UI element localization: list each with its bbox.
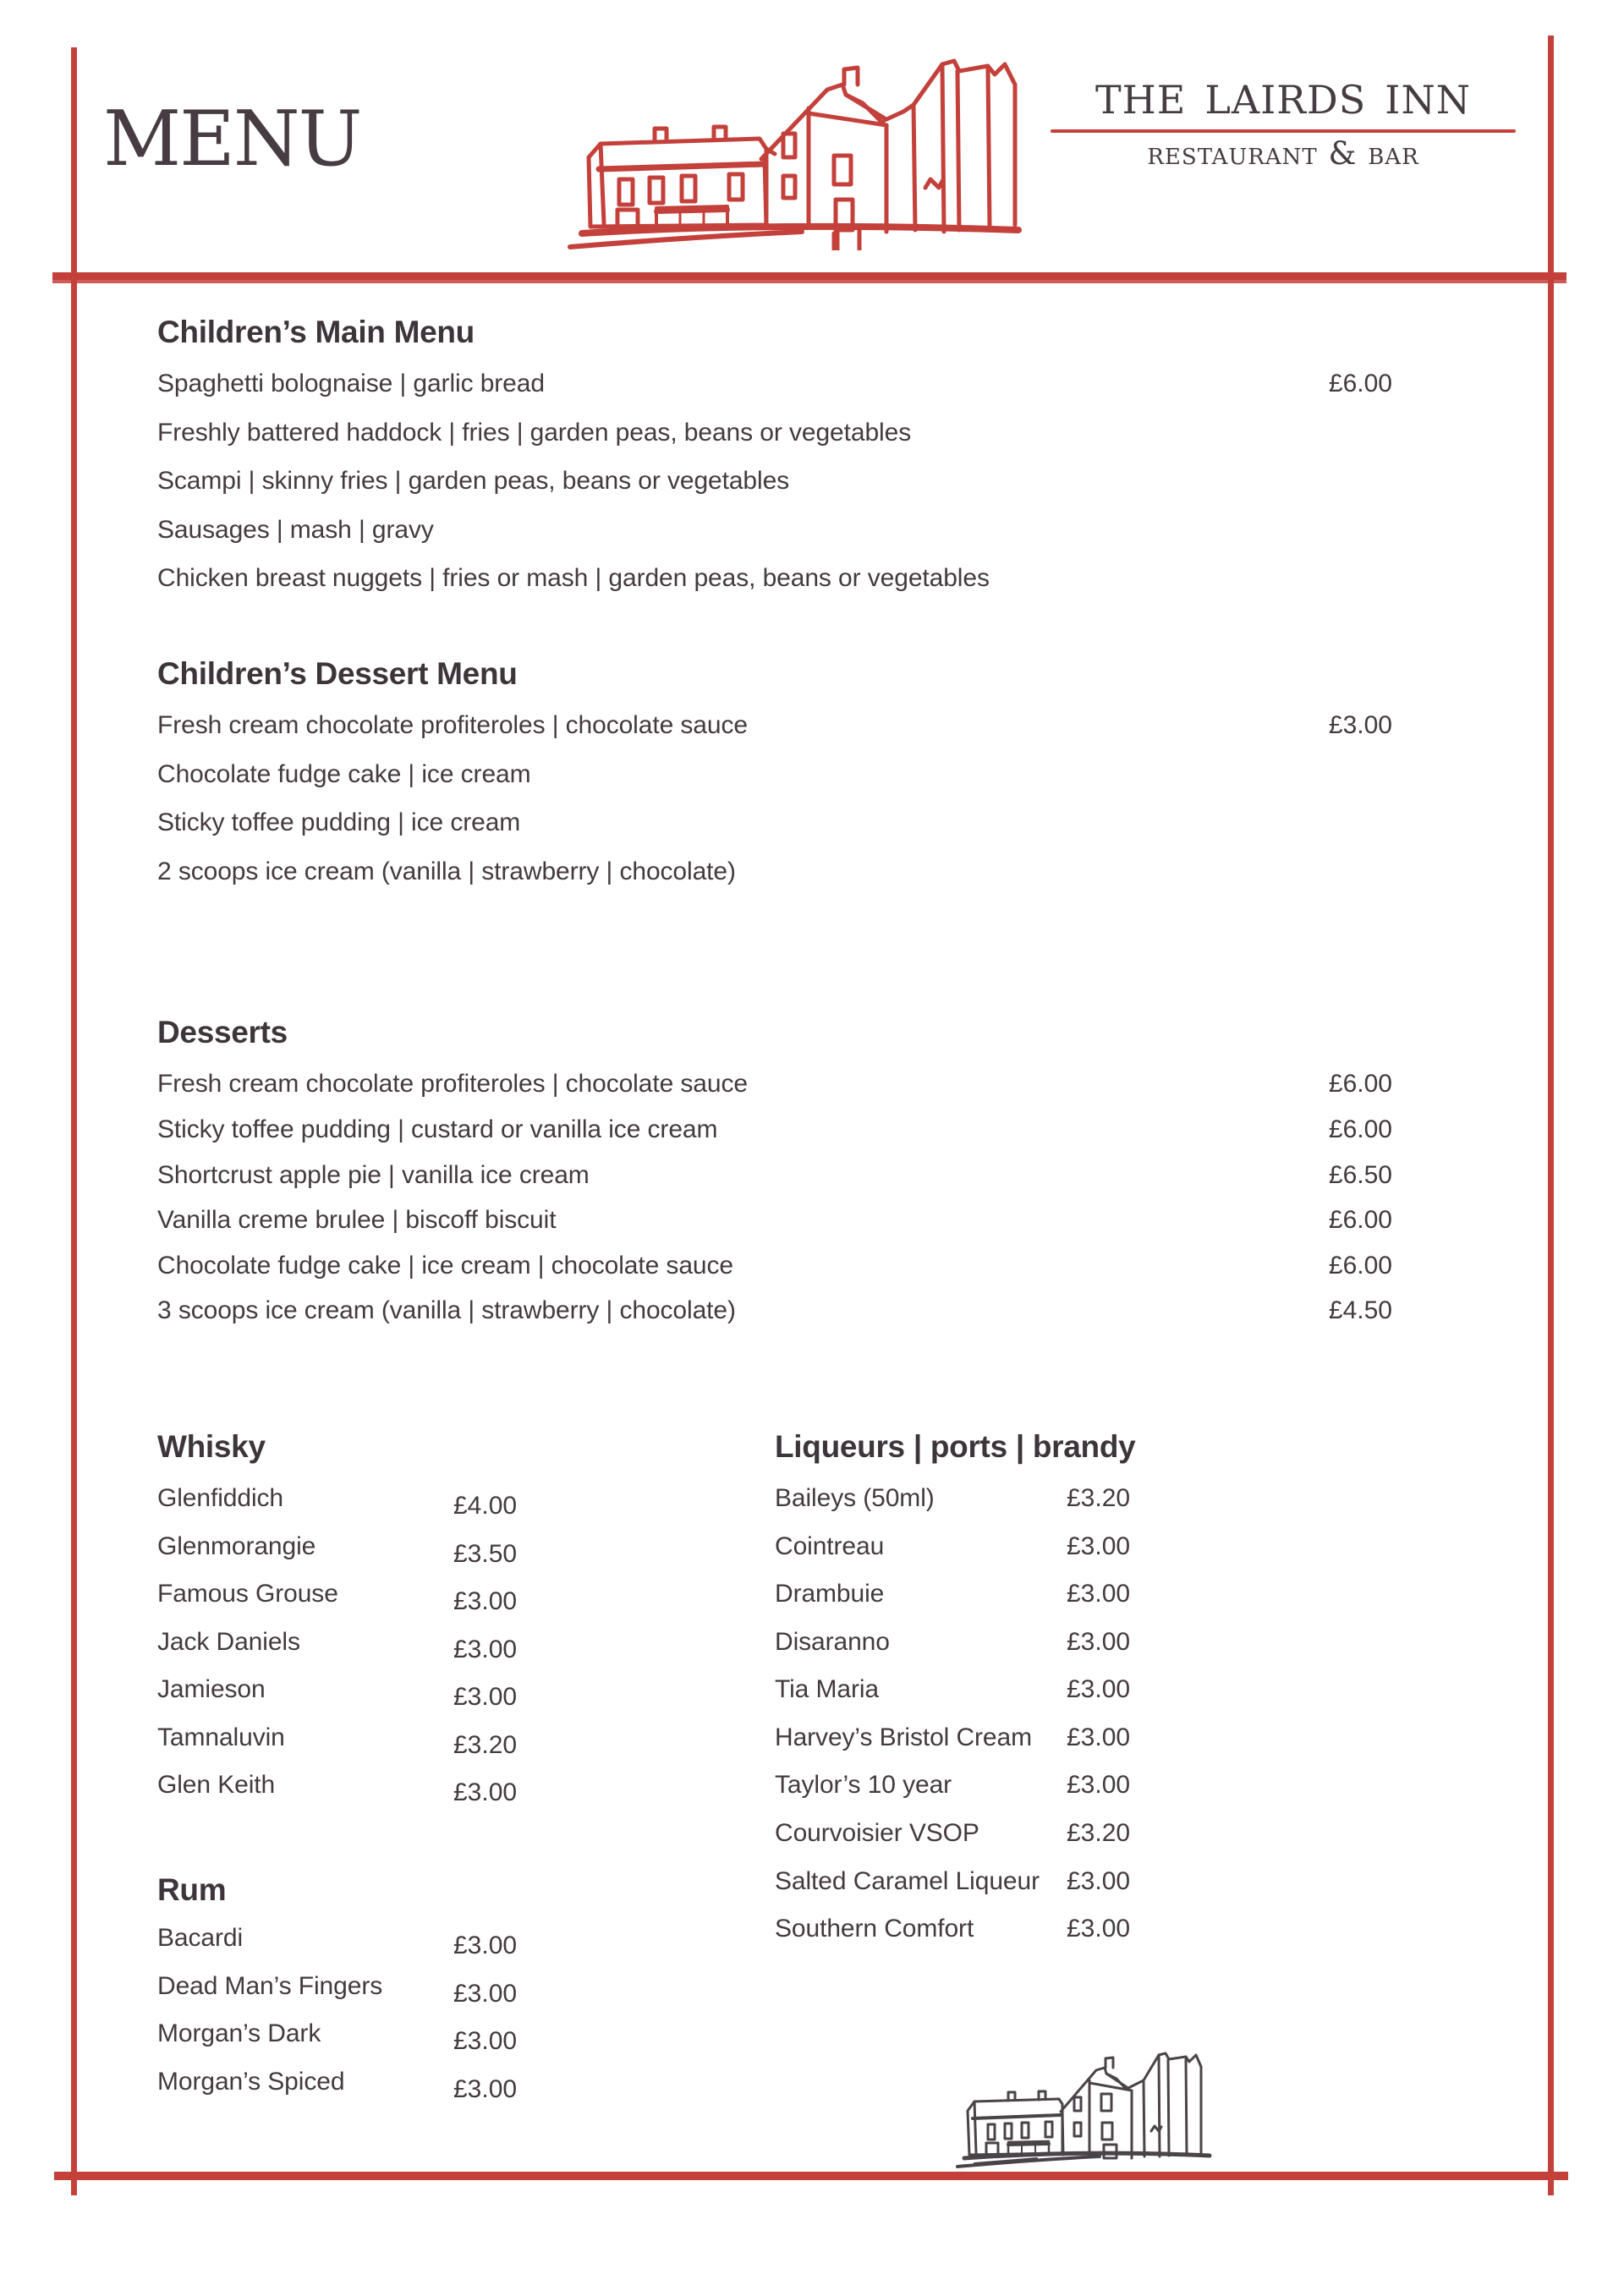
section-title: Whisky xyxy=(157,1428,266,1464)
menu-item-name: Harvey’s Bristol Cream xyxy=(775,1723,1032,1751)
section-title: Desserts xyxy=(157,1015,288,1050)
frame-bottom-horizontal-rule xyxy=(54,2172,1568,2180)
section-title: Children’s Dessert Menu xyxy=(157,655,518,691)
brand-logo xyxy=(1039,62,1528,173)
menu-item-price: £3.00 xyxy=(1067,1580,1131,1608)
menu-item-price: £3.20 xyxy=(1067,1483,1131,1512)
menu-item-price: £6.00 xyxy=(1328,370,1392,397)
menu-item-name: Shortcrust apple pie | vanilla ice cream xyxy=(157,1160,590,1189)
menu-item-name: Chocolate fudge cake | ice cream xyxy=(157,759,531,788)
frame-top-horizontal-rule xyxy=(52,272,1566,280)
frame-right-vertical-rule xyxy=(1548,36,1554,2195)
menu-item-price: £3.00 xyxy=(1067,1915,1131,1943)
brand-tagline: restaurant & bar xyxy=(1147,135,1419,173)
menu-item-row xyxy=(775,1673,1392,1707)
section-childrens-main-menu xyxy=(157,315,1392,595)
menu-item-row xyxy=(157,1249,1392,1283)
menu-item-price: £4.00 xyxy=(453,1491,518,1520)
menu-body xyxy=(157,315,1392,2112)
menu-item-price: £3.00 xyxy=(453,1778,518,1807)
menu-item-row xyxy=(157,2017,775,2056)
menu-item-row xyxy=(157,758,1392,792)
menu-item-row xyxy=(157,1203,1392,1237)
section-title: Rum xyxy=(157,1872,227,1908)
menu-item-list xyxy=(157,1482,775,1807)
menu-item-row xyxy=(775,1865,1392,1899)
menu-item-name: Chocolate fudge cake | ice cream | chocolate sauce xyxy=(157,1251,733,1280)
lairds-inn-building-sketch-footer-icon xyxy=(956,2030,1320,2173)
menu-item-price: £3.00 xyxy=(453,1683,518,1712)
menu-item-row xyxy=(157,1294,1392,1328)
menu-item-name: Morgan’s Spiced xyxy=(157,2067,345,2096)
menu-item-price: £6.00 xyxy=(1328,1251,1392,1280)
menu-item-price: £3.50 xyxy=(453,1539,518,1568)
menu-item-price: £3.00 xyxy=(453,1979,518,2008)
menu-item-name: 3 scoops ice cream (vanilla | strawberry | chocolate) xyxy=(157,1296,736,1325)
section-desserts xyxy=(157,1015,1392,1328)
menu-item-row xyxy=(157,1067,1392,1101)
menu-item-price: £6.50 xyxy=(1328,1160,1392,1189)
menu-item-list xyxy=(157,709,1392,888)
menu-item-name: Freshly battered haddock | fries | garden peas, beans or vegetables xyxy=(157,418,912,447)
menu-item-name: Sticky toffee pudding | custard or vanilla ice cream xyxy=(157,1115,718,1143)
menu-item-price: £3.00 xyxy=(1067,1866,1131,1895)
menu-item-price: £6.00 xyxy=(1328,1206,1392,1235)
menu-item-name: Fresh cream chocolate profiteroles | chocolate sauce xyxy=(157,1070,748,1099)
menu-item-list xyxy=(157,1921,775,2103)
menu-item-name: Disaranno xyxy=(775,1627,890,1656)
menu-item-row xyxy=(157,1577,775,1616)
menu-item-name: Tia Maria xyxy=(775,1675,880,1704)
menu-item-price: £3.00 xyxy=(453,2027,518,2056)
menu-item-row xyxy=(157,806,1392,840)
section-spacer xyxy=(157,1817,775,1872)
menu-item-name: Dead Man’s Fingers xyxy=(157,1971,383,2000)
menu-item-name: Famous Grouse xyxy=(157,1580,338,1608)
menu-item-name: Cointreau xyxy=(775,1532,885,1560)
menu-item-name: Glenfiddich xyxy=(157,1483,283,1512)
menu-item-name: Fresh cream chocolate profiteroles | chocolate sauce xyxy=(157,710,748,739)
menu-item-name: Sticky toffee pudding | ice cream xyxy=(157,808,521,837)
section-rum xyxy=(157,1872,775,2103)
menu-item-name: Bacardi xyxy=(157,1924,244,1953)
menu-item-row xyxy=(775,1577,1392,1611)
menu-item-name: Glenmorangie xyxy=(157,1532,316,1560)
menu-item-price: £4.50 xyxy=(1328,1296,1392,1325)
menu-item-list xyxy=(157,367,1392,595)
menu-item-price: £6.00 xyxy=(1328,1070,1392,1099)
menu-item-row xyxy=(775,1721,1392,1755)
menu-item-price: £3.00 xyxy=(453,1635,518,1663)
menu-item-row xyxy=(775,1625,1392,1659)
menu-item-row xyxy=(157,855,1392,889)
menu-item-row xyxy=(775,1768,1392,1802)
menu-item-name: Jack Daniels xyxy=(157,1627,300,1656)
menu-item-list xyxy=(157,1067,1392,1328)
menu-item-row xyxy=(157,709,1392,743)
menu-item-row xyxy=(157,1625,775,1663)
menu-item-name: Morgan’s Dark xyxy=(157,2019,321,2048)
section-title: Children’s Main Menu xyxy=(157,315,475,349)
menu-item-row xyxy=(157,464,1392,498)
menu-item-price: £3.00 xyxy=(453,1932,518,1960)
menu-item-row xyxy=(157,1530,775,1568)
menu-item-price: £3.00 xyxy=(1328,710,1392,739)
menu-header xyxy=(0,0,1624,272)
menu-item-name: Sausages | mash | gravy xyxy=(157,515,434,544)
menu-item-row xyxy=(157,367,1392,401)
section-liqueurs-ports-brandy xyxy=(775,1429,1392,1946)
menu-item-row xyxy=(157,2065,775,2103)
menu-item-name: Vanilla creme brulee | biscoff biscuit xyxy=(157,1206,557,1235)
drinks-area xyxy=(157,1429,1392,2113)
menu-item-name: 2 scoops ice cream (vanilla | strawberry | chocolate) xyxy=(157,857,736,885)
menu-item-row xyxy=(157,562,1392,595)
menu-item-row xyxy=(157,1721,775,1759)
drinks-column-left xyxy=(157,1429,775,2113)
menu-item-name: Southern Comfort xyxy=(775,1915,974,1943)
menu-item-name: Spaghetti bolognaise | garlic bread xyxy=(157,370,545,397)
brand-divider-rule xyxy=(1051,129,1516,133)
menu-item-row xyxy=(775,1482,1392,1515)
menu-item-row xyxy=(157,1482,775,1520)
frame-top-horizontal-rule-shadow xyxy=(52,280,1566,283)
menu-item-price: £3.20 xyxy=(1067,1819,1131,1848)
menu-item-price: £3.00 xyxy=(1067,1723,1131,1751)
menu-item-row xyxy=(157,416,1392,450)
menu-item-name: Taylor’s 10 year xyxy=(775,1771,952,1800)
menu-item-name: Scampi | skinny fries | garden peas, beans or vegetables xyxy=(157,467,790,496)
menu-item-list xyxy=(775,1482,1392,1946)
menu-item-name: Baileys (50ml) xyxy=(775,1483,935,1512)
menu-item-price: £6.00 xyxy=(1328,1115,1392,1143)
brand-name: the lairds inn xyxy=(1095,62,1471,127)
menu-item-row xyxy=(775,1817,1392,1850)
menu-item-row xyxy=(157,1921,775,1960)
menu-item-row xyxy=(157,1970,775,2008)
frame-left-vertical-rule xyxy=(71,47,77,2195)
menu-item-price: £3.20 xyxy=(453,1730,518,1759)
menu-item-row xyxy=(775,1912,1392,1946)
menu-item-row xyxy=(157,1113,1392,1147)
lairds-inn-building-sketch-icon xyxy=(548,30,1022,250)
menu-item-price: £3.00 xyxy=(453,2074,518,2103)
menu-item-price: £3.00 xyxy=(1067,1627,1131,1656)
menu-item-row xyxy=(157,1159,1392,1192)
menu-item-price: £3.00 xyxy=(1067,1675,1131,1704)
menu-item-row xyxy=(157,513,1392,547)
drinks-column-right xyxy=(775,1429,1392,2113)
menu-item-price: £3.00 xyxy=(1067,1532,1131,1560)
section-whisky xyxy=(157,1428,775,1807)
menu-item-price: £3.00 xyxy=(453,1587,518,1616)
section-childrens-dessert-menu xyxy=(157,656,1392,888)
menu-item-name: Salted Caramel Liqueur xyxy=(775,1866,1040,1895)
menu-item-row xyxy=(775,1530,1392,1564)
menu-item-name: Tamnaluvin xyxy=(157,1723,285,1751)
menu-item-name: Glen Keith xyxy=(157,1771,276,1800)
menu-item-price: £3.00 xyxy=(1067,1771,1131,1800)
menu-item-row xyxy=(157,1673,775,1712)
menu-item-name: Chicken breast nuggets | fries or mash | garden peas, beans or vegetables xyxy=(157,564,990,593)
menu-item-name: Drambuie xyxy=(775,1580,885,1608)
section-title: Liqueurs | ports | brandy xyxy=(775,1428,1136,1464)
menu-item-name: Jamieson xyxy=(157,1675,266,1704)
menu-item-row xyxy=(157,1768,775,1807)
page-title: menu xyxy=(103,65,361,191)
menu-item-name: Courvoisier VSOP xyxy=(775,1819,979,1848)
